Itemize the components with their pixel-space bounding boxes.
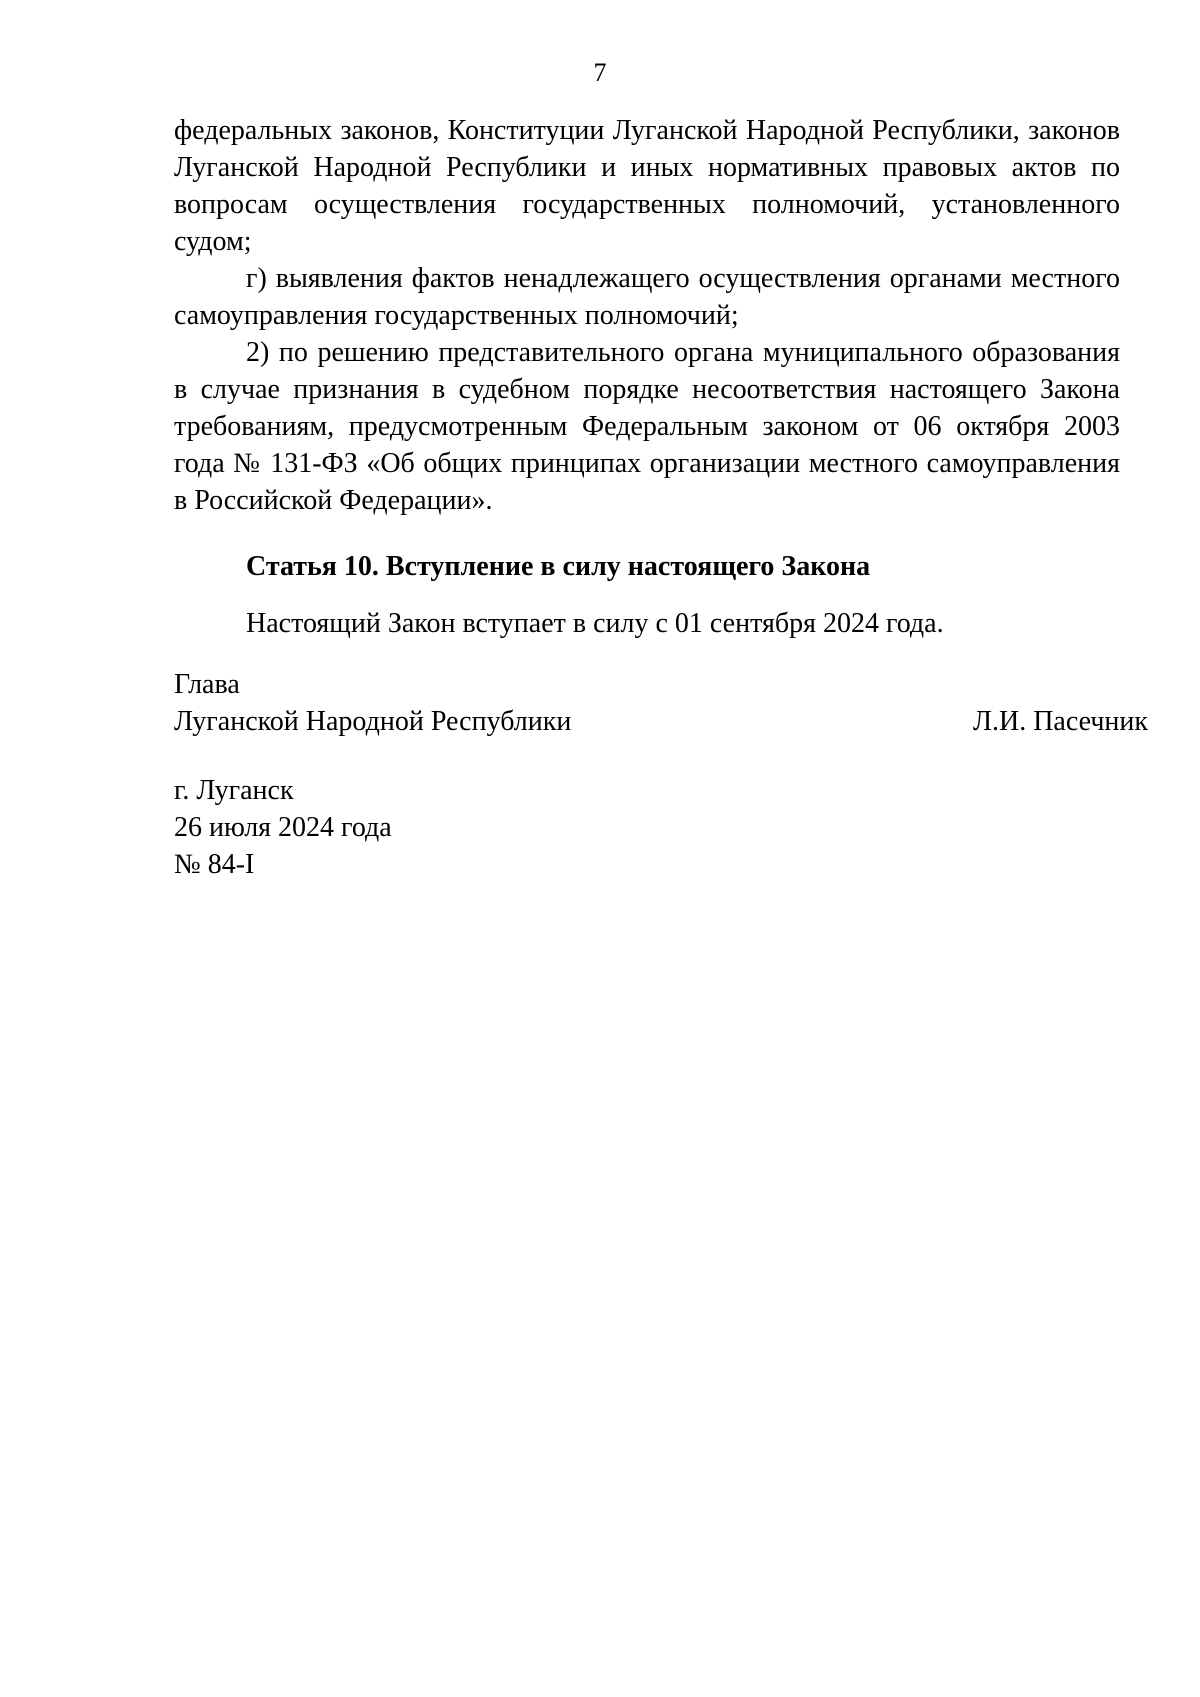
date: 26 июля 2024 года [174,812,392,843]
place-date-block [174,772,392,883]
paragraph-item-g: г) выявления фактов ненадлежащего осуществления органами местного самоуправления государственных полномочий; [174,263,1120,331]
article-text: Настоящий Закон вступает в силу с 01 сентября 2024 года. [246,608,944,639]
signature-title-line-1: Глава [174,669,240,700]
signature-title-line-2: Луганской Народной Республики [174,706,572,737]
signature-title-row [174,666,1148,703]
signatory-name: Л.И. Пасечник [972,706,1148,737]
city: г. Луганск [174,775,294,806]
paragraph-item-2: 2) по решению представительного органа муниципального образования в случае признания в судебном порядке несоответствия настоящего Закона требованиям, предусмотренным Федеральным законом от 06 октября 2003 года № 131-ФЗ «Об общих принципах организации местного самоуправления в Российской Федерации». [174,337,1120,516]
article-heading: Статья 10. Вступление в силу настоящего Закона [246,551,871,582]
body-text [174,112,1120,519]
signature-name-row [174,703,1148,740]
law-number: № 84-I [174,849,255,880]
signature-block [174,666,1148,740]
paragraph-continuation: федеральных законов, Конституции Луганской Народной Республики, законов Луганской Народной Республики и иных нормативных правовых актов по вопросам осуществления государственных полномочий, установленного судом; [174,115,1120,257]
page-number: 7 [593,58,607,87]
